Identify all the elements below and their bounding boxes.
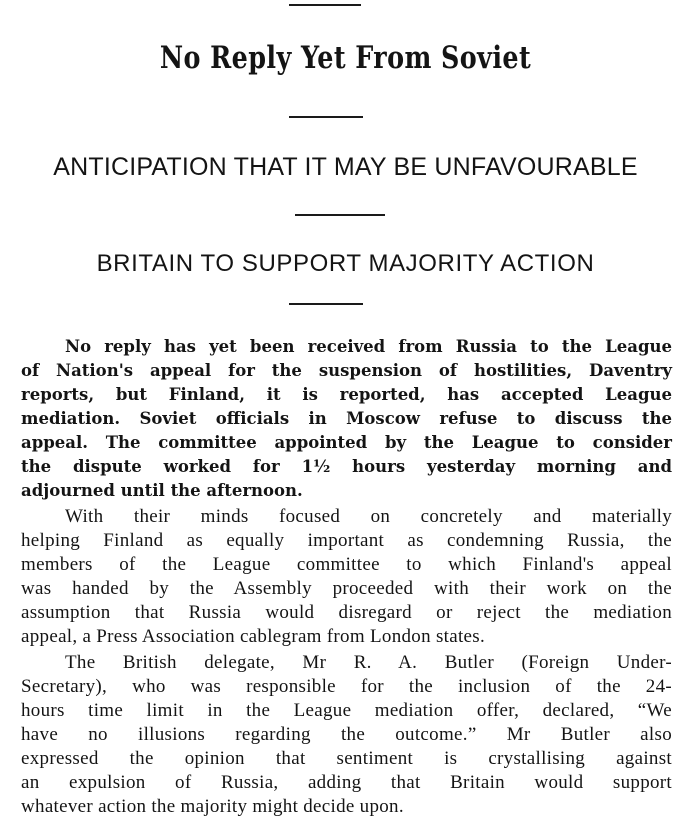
- paragraph-line: helping Finland as equally important as condemning Russia, the: [21, 530, 672, 551]
- paragraph-line: members of the League committee to which Finland's appeal: [21, 554, 672, 575]
- paragraph-line: mediation. Soviet officials in Moscow refuse to discuss the: [21, 409, 672, 428]
- paragraph-line: the dispute worked for 1½ hours yesterday morning and: [21, 457, 672, 476]
- paragraph-line: have no illusions regarding the outcome.” Mr Butler also: [21, 724, 672, 745]
- paragraph-line: expressed the opinion that sentiment is crystallising against: [21, 748, 672, 769]
- paragraph-line: adjourned until the afternoon.: [21, 481, 303, 500]
- paragraph-line: assumption that Russia would disregard or reject the mediation: [21, 602, 672, 623]
- deck-rule: [289, 303, 363, 305]
- paragraph-line: of Nation's appeal for the suspension of hostilities, Daventry: [21, 361, 672, 380]
- paragraph-line: No reply has yet been received from Russia to the League: [65, 337, 672, 356]
- subheadline-rule: [295, 214, 385, 216]
- paragraph-line: whatever action the majority might decide upon.: [21, 796, 404, 817]
- paragraph-line: The British delegate, Mr R. A. Butler (Foreign Under-: [65, 652, 672, 673]
- paragraph-line: Secretary), who was responsible for the inclusion of the 24-: [21, 676, 672, 697]
- paragraph-line: reports, but Finland, it is reported, has accepted League: [21, 385, 672, 404]
- paragraph-line: appeal, a Press Association cablegram from London states.: [21, 626, 486, 647]
- headline: No Reply Yet From Soviet: [159, 40, 532, 76]
- headline-rule: [289, 116, 363, 118]
- deck: BRITAIN TO SUPPORT MAJORITY ACTION: [96, 250, 595, 277]
- paragraph-line: appeal. The committee appointed by the League to consider: [21, 433, 672, 452]
- paragraph-line: was handed by the Assembly proceeded with their work on the: [21, 578, 672, 599]
- subheadline: ANTICIPATION THAT IT MAY BE UNFAVOURABLE: [53, 153, 638, 181]
- paragraph-line: an expulsion of Russia, adding that Britain would support: [21, 772, 672, 793]
- paragraph-line: With their minds focused on concretely and materially: [65, 506, 672, 527]
- top-rule: [289, 4, 361, 6]
- paragraph-line: hours time limit in the League mediation offer, declared, “We: [21, 700, 672, 721]
